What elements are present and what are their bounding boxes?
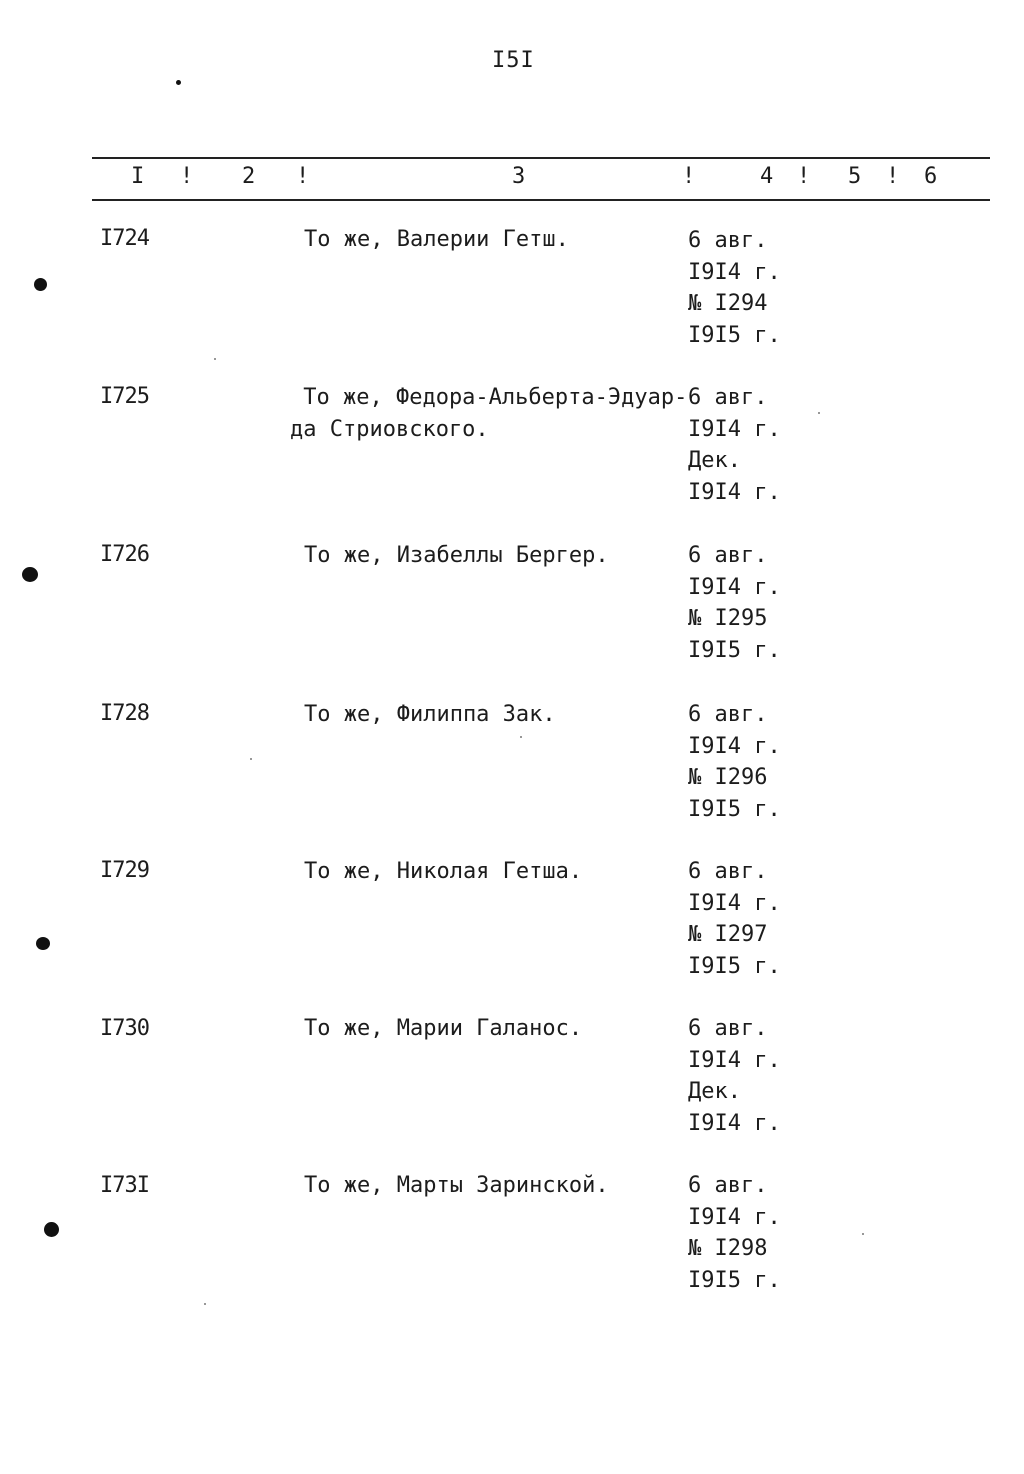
table-top-rule — [92, 157, 990, 159]
date-line: I9I4 г. — [688, 1110, 781, 1136]
date-line: № I294 — [688, 291, 768, 316]
header-col-2: 2 — [242, 164, 256, 189]
binding-hole — [36, 937, 50, 950]
binding-hole — [22, 567, 38, 582]
date-line: 6 авг. — [688, 859, 768, 884]
date-line: 6 авг. — [688, 1016, 768, 1041]
row-number: I724 — [100, 226, 149, 251]
date-line: I9I4 г. — [688, 1204, 781, 1230]
date-line: 6 авг. — [688, 1173, 768, 1198]
date-line: I9I4 г. — [688, 733, 781, 759]
speck — [204, 1303, 206, 1305]
row-date — [688, 1013, 781, 1139]
date-line: I9I4 г. — [688, 1047, 781, 1073]
date-line: I9I5 г. — [688, 1267, 781, 1293]
date-line: I9I4 г. — [688, 574, 781, 600]
header-col-3: 3 — [512, 164, 526, 189]
date-line: I9I4 г. — [688, 259, 781, 285]
date-line: 6 авг. — [688, 385, 768, 410]
page-number: I5I — [492, 48, 535, 73]
binding-hole — [34, 278, 47, 291]
row-date — [688, 856, 781, 982]
row-description: То же, Федора-Альберта-Эдуар- да Стриовского. — [290, 385, 688, 442]
row-number: I729 — [100, 858, 149, 883]
date-line: 6 авг. — [688, 228, 768, 253]
row-description: То же, Филиппа Зак. — [304, 702, 556, 727]
row-date — [688, 382, 781, 508]
date-line: I9I4 г. — [688, 416, 781, 442]
header-col-1: I — [131, 164, 145, 189]
date-line: Дек. — [688, 448, 741, 473]
row-date — [688, 540, 781, 666]
row-description: То же, Валерии Гетш. — [304, 227, 569, 252]
row-number: I726 — [100, 542, 149, 567]
speck — [214, 358, 216, 360]
date-line: 6 авг. — [688, 543, 768, 568]
row-description: То же, Николая Гетша. — [304, 859, 583, 884]
row-number: I725 — [100, 384, 149, 409]
header-separator: ! — [296, 164, 310, 189]
date-line: I9I5 г. — [688, 953, 781, 979]
date-line: I9I5 г. — [688, 796, 781, 822]
date-line: № I295 — [688, 606, 768, 631]
row-number: I730 — [100, 1016, 149, 1041]
speck — [250, 758, 252, 760]
date-line: № I296 — [688, 765, 768, 790]
date-line: I9I5 г. — [688, 637, 781, 663]
speck — [520, 736, 522, 738]
date-line: 6 авг. — [688, 702, 768, 727]
header-separator: ! — [797, 164, 811, 189]
header-separator: ! — [180, 164, 194, 189]
table-header-rule — [92, 199, 990, 201]
row-number: I73I — [100, 1173, 149, 1198]
header-separator: ! — [682, 164, 696, 189]
date-line: I9I4 г. — [688, 479, 781, 505]
date-line: Дек. — [688, 1079, 741, 1104]
row-description: То же, Марии Галанос. — [304, 1016, 583, 1041]
row-number: I728 — [100, 701, 149, 726]
date-line: I9I5 г. — [688, 322, 781, 348]
header-col-4: 4 — [760, 164, 774, 189]
header-separator: ! — [886, 164, 900, 189]
speck — [862, 1233, 864, 1235]
row-date — [688, 225, 781, 351]
header-col-6: 6 — [924, 164, 938, 189]
binding-hole — [44, 1222, 59, 1237]
row-description: То же, Марты Заринской. — [304, 1173, 609, 1198]
date-line: № I297 — [688, 922, 768, 947]
header-col-5: 5 — [848, 164, 862, 189]
row-date — [688, 1170, 781, 1296]
row-description: То же, Изабеллы Бергер. — [304, 543, 609, 568]
row-date — [688, 699, 781, 825]
speck — [818, 412, 820, 414]
date-line: I9I4 г. — [688, 890, 781, 916]
date-line: № I298 — [688, 1236, 768, 1261]
ink-dot — [176, 80, 181, 85]
